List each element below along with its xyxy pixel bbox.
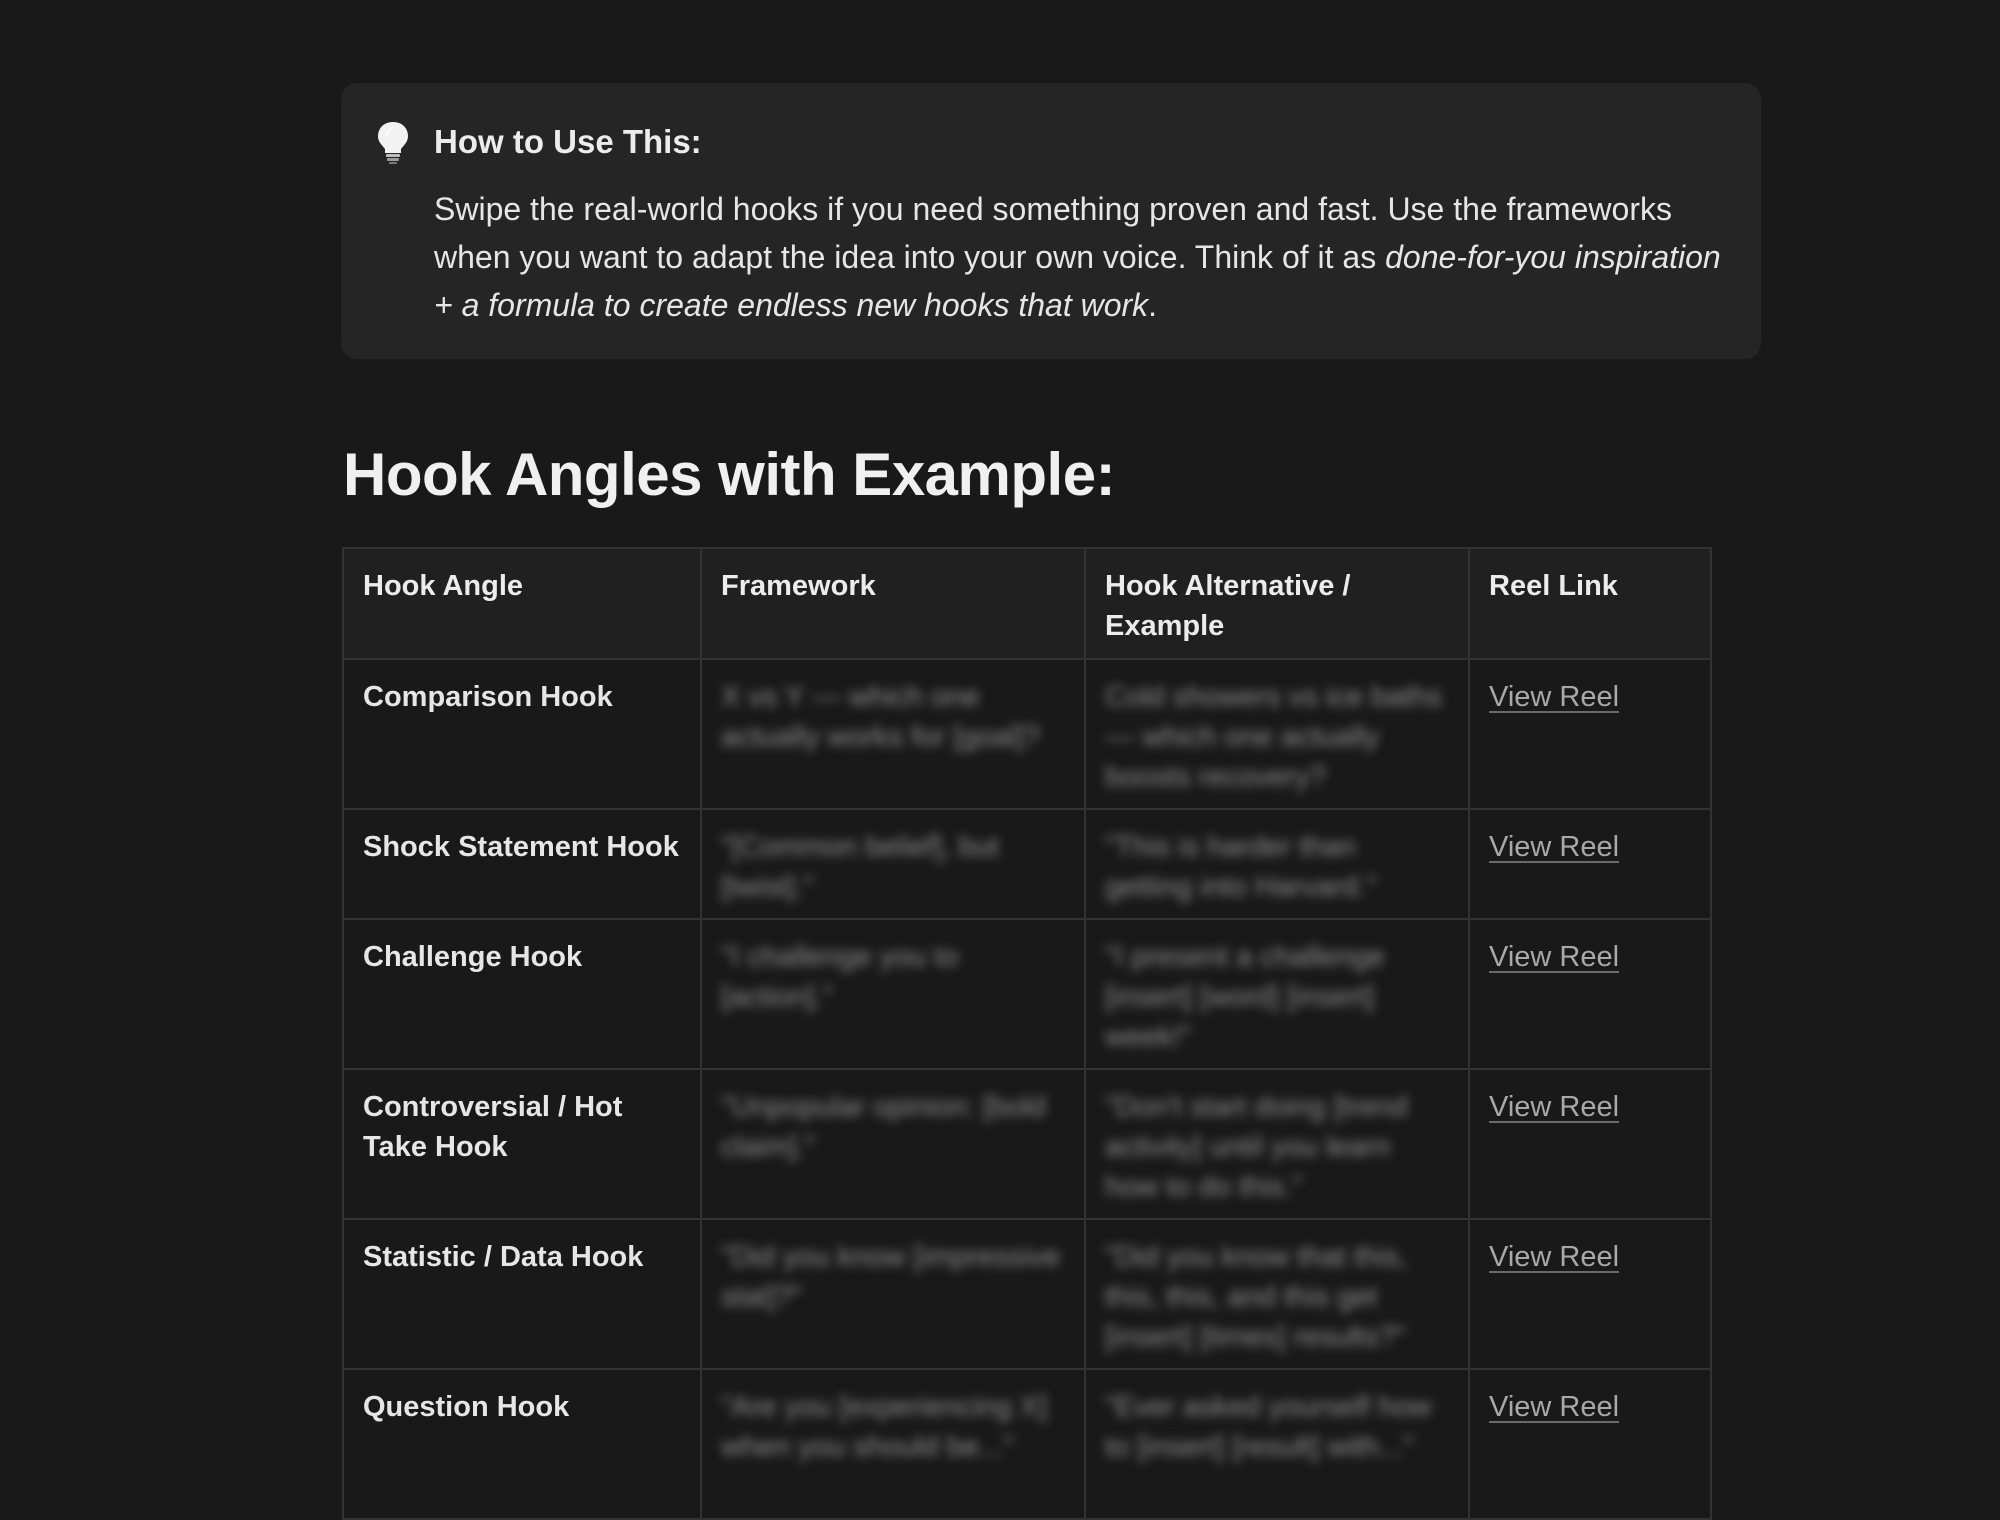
table-row [343,1219,1711,1369]
table-row [343,809,1711,919]
framework-text-blurred: "Did you know [impressive stat]?" [721,1241,1061,1313]
callout-body-italic: done-for-you inspiration + a formula to create endless new hooks that work [434,239,1721,323]
example-cell[interactable] [1085,1069,1469,1219]
example-cell[interactable] [1085,919,1469,1069]
example-text-blurred: "This is harder than getting into Harvard." [1105,831,1377,903]
reel-link-cell [1469,919,1711,1069]
how-to-use-callout [341,83,1761,359]
framework-cell[interactable] [701,1069,1085,1219]
column-header-reel-link[interactable]: Reel Link [1469,548,1711,659]
table-row [343,1369,1711,1519]
view-reel-link[interactable]: View Reel [1489,831,1620,863]
table-row [343,1069,1711,1219]
hook-angle-cell[interactable]: Shock Statement Hook [343,809,701,919]
framework-text-blurred: "Are you [experiencing X] when you should be..." [721,1391,1048,1463]
reel-link-cell [1469,659,1711,809]
column-header-hook-alternative[interactable]: Hook Alternative / Example [1085,548,1469,659]
framework-cell[interactable] [701,919,1085,1069]
column-header-hook-angle[interactable]: Hook Angle [343,548,701,659]
framework-cell[interactable] [701,1369,1085,1519]
callout-body-text: Swipe the real-world hooks if you need something proven and fast. Use the frameworks when you want to adapt the idea into your own voice. Think of it as [434,191,1672,275]
reel-link-cell [1469,1069,1711,1219]
reel-link-cell [1469,1219,1711,1369]
view-reel-link[interactable]: View Reel [1489,1241,1620,1273]
view-reel-link[interactable]: View Reel [1489,941,1620,973]
table-row [343,919,1711,1069]
callout-body-end: . [1148,287,1158,323]
hook-angle-cell[interactable]: Statistic / Data Hook [343,1219,701,1369]
view-reel-link[interactable]: View Reel [1489,1391,1620,1423]
framework-cell[interactable] [701,1219,1085,1369]
hook-angle-cell[interactable]: Comparison Hook [343,659,701,809]
framework-text-blurred: "Unpopular opinion: [bold claim]." [721,1091,1046,1163]
example-text-blurred: "Did you know that this, this, this, and this get [insert] [times] results?" [1105,1241,1408,1353]
example-cell[interactable] [1085,1369,1469,1519]
view-reel-link[interactable]: View Reel [1489,681,1620,713]
table-header-row [343,548,1711,659]
example-text-blurred: "I present a challenge [insert] [word] [insert] week!" [1105,941,1385,1053]
callout-body [434,185,1734,329]
section-heading: Hook Angles with Example: [343,441,1116,508]
framework-text-blurred: "[Common belief], but [twist]." [721,831,999,903]
column-header-framework[interactable]: Framework [701,548,1085,659]
example-text-blurred: "Don't start doing [trend activity] until you learn how to do this." [1105,1091,1408,1203]
reel-link-cell [1469,1369,1711,1519]
reel-link-cell [1469,809,1711,919]
hook-angle-cell[interactable]: Challenge Hook [343,919,701,1069]
framework-cell[interactable] [701,659,1085,809]
hook-angle-cell[interactable]: Question Hook [343,1369,701,1519]
example-cell[interactable] [1085,659,1469,809]
hook-angles-table [342,547,1712,1520]
hook-angle-cell[interactable]: Controversial / Hot Take Hook [343,1069,701,1219]
framework-cell[interactable] [701,809,1085,919]
callout-title: How to Use This: [434,123,702,160]
example-cell[interactable] [1085,1219,1469,1369]
example-text-blurred: "Ever asked yourself how to [insert] [result] with..." [1105,1391,1432,1463]
framework-text-blurred: "I challenge you to [action]." [721,941,959,1013]
example-cell[interactable] [1085,809,1469,919]
table-row [343,659,1711,809]
view-reel-link[interactable]: View Reel [1489,1091,1620,1123]
lightbulb-icon [373,119,413,165]
example-text-blurred: Cold showers vs ice baths — which one actually boosts recovery? [1105,681,1442,793]
framework-text-blurred: X vs Y — which one actually works for [goal]? [721,681,1041,753]
